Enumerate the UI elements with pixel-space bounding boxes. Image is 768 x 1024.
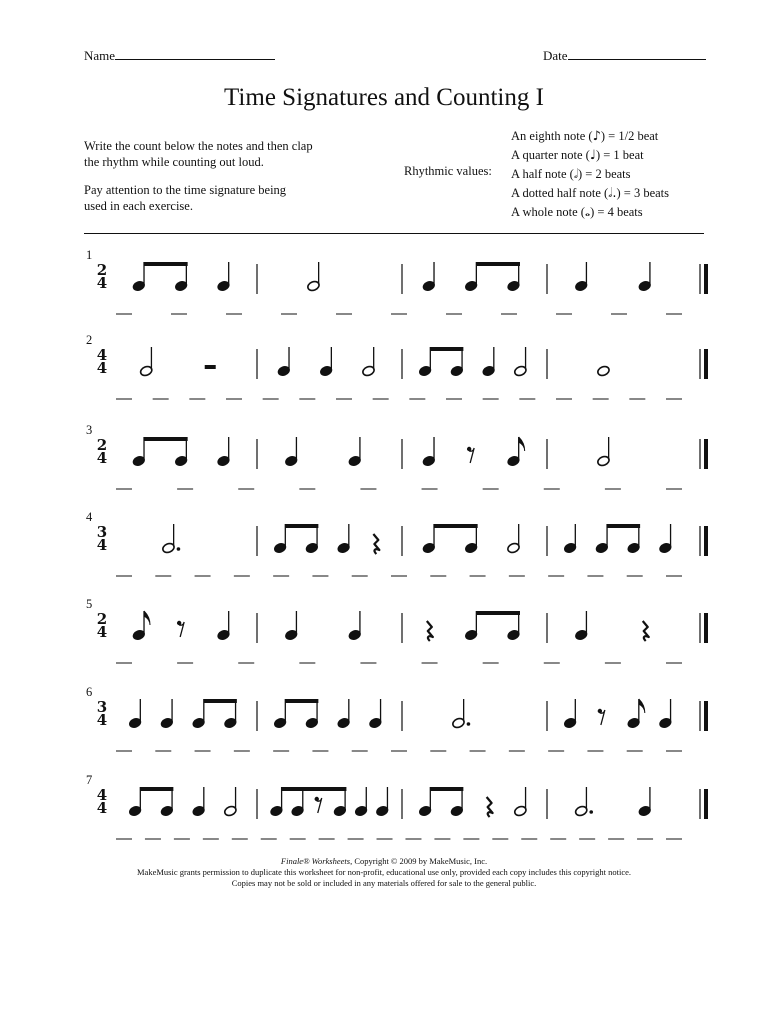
time-signature-bottom: 4 [96, 449, 108, 467]
exercise-number: 2 [86, 333, 93, 347]
final-barline-thick [704, 526, 708, 556]
rhythmic-value-item [511, 127, 669, 146]
note-beam [285, 524, 318, 528]
quarter-rest-icon [427, 621, 433, 641]
time-signature-bottom: 4 [96, 711, 108, 729]
note-beam [282, 787, 347, 791]
time-signature-top: 3 [96, 523, 108, 541]
date-field[interactable] [543, 46, 706, 64]
note-beam [140, 787, 173, 791]
instructions-block-2 [84, 182, 286, 214]
augmentation-dot [589, 810, 593, 814]
exercise-number: 4 [86, 510, 93, 524]
rhythm-staff [0, 423, 768, 503]
date-line[interactable] [568, 46, 706, 60]
half-note-icon: 𝅗𝅥 [573, 167, 578, 182]
final-barline-thick [704, 701, 708, 731]
final-barline-thick [704, 789, 708, 819]
whole-note-icon [596, 365, 610, 377]
rv-suffix: ) = 4 beats [590, 205, 643, 219]
rhythmic-value-item [511, 165, 669, 184]
rv-prefix: A quarter note ( [511, 148, 590, 162]
exercise-number: 3 [86, 423, 93, 437]
instructions-block-1 [84, 138, 313, 170]
rhythm-staff [0, 248, 768, 328]
footer-product: Finale® Worksheets [280, 856, 351, 866]
rv-prefix: A dotted half note ( [511, 186, 609, 200]
note-beam [285, 699, 318, 703]
note-beam [204, 699, 237, 703]
time-signature-bottom: 4 [96, 536, 108, 554]
time-signature-top: 4 [96, 786, 108, 804]
final-barline-thick [704, 264, 708, 294]
whole-note-icon: 𝅝 [584, 205, 591, 220]
final-barline-thick [704, 439, 708, 469]
rhythmic-values-list [511, 127, 669, 222]
eighth-rest-dot [467, 447, 471, 451]
copyright-footer [0, 856, 768, 889]
half-rest-icon [205, 365, 216, 369]
exercise-number: 5 [86, 597, 93, 611]
rv-suffix: ) = 1 beat [595, 148, 644, 162]
name-field[interactable] [84, 46, 275, 64]
quarter-rest-icon [487, 797, 493, 817]
time-signature-bottom: 4 [96, 623, 108, 641]
final-barline-thick [704, 613, 708, 643]
footer-line-2: MakeMusic grants permission to duplicate this worksheet for non-profit, educational use only, provided each copy includes this copyright notice. [137, 867, 631, 877]
eighth-flag [639, 699, 645, 713]
time-signature-top: 4 [96, 346, 108, 364]
name-label: Name [84, 48, 116, 63]
note-beam [430, 787, 463, 791]
eighth-rest-dot [177, 621, 181, 625]
eighth-rest-dot [598, 709, 602, 713]
exercise-number: 7 [86, 773, 93, 787]
instruction-line: Write the count below the notes and then clap [84, 139, 313, 153]
rv-suffix: ) = 1/2 beat [600, 129, 659, 143]
rhythm-staff [0, 597, 768, 677]
rhythmic-value-item [511, 146, 669, 165]
instruction-line: Pay attention to the time signature being [84, 183, 287, 197]
rhythm-staff [0, 333, 768, 413]
augmentation-dot [467, 722, 471, 726]
note-beam [144, 262, 188, 266]
note-beam [434, 524, 478, 528]
rhythm-staff [0, 773, 768, 853]
name-line[interactable] [115, 46, 275, 60]
time-signature-top: 2 [96, 436, 108, 454]
time-signature-top: 3 [96, 698, 108, 716]
time-signature-top: 2 [96, 261, 108, 279]
page-title: Time Signatures and Counting I [224, 84, 544, 111]
exercise-number: 6 [86, 685, 93, 699]
time-signature-bottom: 4 [96, 274, 108, 292]
dotted-half-note-icon: 𝅗𝅥. [608, 186, 617, 201]
rv-prefix: A half note ( [511, 167, 574, 181]
rhythmic-value-item [511, 203, 669, 222]
rv-prefix: An eighth note ( [511, 129, 593, 143]
rhythmic-values-label: Rhythmic values: [404, 164, 492, 178]
rhythm-staff [0, 510, 768, 590]
footer-copyright: , Copyright © 2009 by MakeMusic, Inc. [350, 856, 488, 866]
time-signature-top: 2 [96, 610, 108, 628]
eighth-note-icon: ♪ [592, 129, 601, 144]
final-barline-thick [704, 349, 708, 379]
note-beam [476, 611, 520, 615]
footer-line-1 [0, 856, 768, 867]
instruction-line: the rhythm while counting out loud. [84, 155, 264, 169]
augmentation-dot [177, 547, 181, 551]
rhythm-staff [0, 685, 768, 765]
quarter-rest-icon [373, 534, 379, 554]
quarter-rest-icon [643, 621, 649, 641]
time-signature-bottom: 4 [96, 799, 108, 817]
rv-suffix: ) = 2 beats [577, 167, 631, 181]
note-beam [476, 262, 520, 266]
footer-line-3: Copies may not be sold or included in any materials offered for sale to the general public. [231, 878, 537, 888]
rv-prefix: A whole note ( [511, 205, 585, 219]
rv-suffix: ) = 3 beats [616, 186, 670, 200]
note-beam [144, 437, 188, 441]
note-beam [430, 347, 463, 351]
quarter-note-icon: ♩ [589, 148, 596, 163]
time-signature-bottom: 4 [96, 359, 108, 377]
eighth-flag [144, 611, 150, 625]
date-label: Date [543, 48, 568, 63]
eighth-flag [519, 437, 525, 451]
divider [84, 233, 704, 234]
eighth-rest-dot [315, 797, 319, 801]
exercise-number: 1 [86, 248, 93, 262]
instruction-line: used in each exercise. [84, 199, 193, 213]
rhythmic-value-item [511, 184, 669, 203]
note-beam [607, 524, 640, 528]
